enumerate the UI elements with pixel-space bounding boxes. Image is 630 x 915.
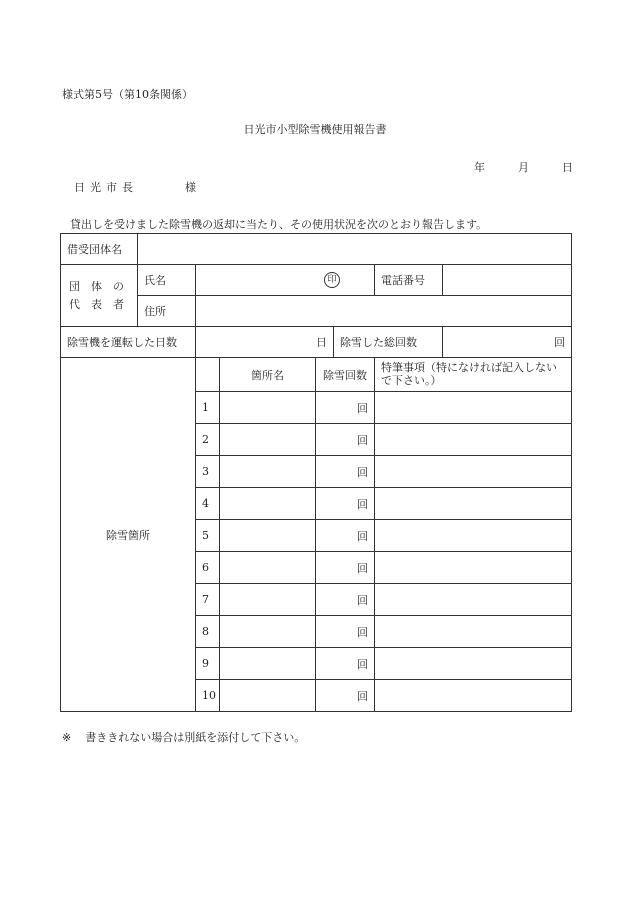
- location-count-input[interactable]: [316, 488, 375, 520]
- addressee: 日光市長: [74, 181, 138, 194]
- location-count-unit: 回: [357, 497, 368, 511]
- location-count-unit: 回: [357, 657, 368, 671]
- location-count-input[interactable]: [316, 552, 375, 584]
- snow-count-header: 除雪回数: [316, 358, 375, 392]
- location-remarks-input[interactable]: [375, 648, 572, 680]
- intro-text: 貸出しを受けました除雪機の返却に当たり、その使用状況を次のとおり報告します。: [70, 218, 488, 231]
- remarks-header: 特筆事項（特になければ記入しないで下さい。）: [375, 358, 572, 392]
- location-place-input[interactable]: [220, 584, 316, 616]
- index-header: [196, 358, 220, 392]
- location-index: 1: [196, 392, 220, 424]
- days-label: 除雪機を運転した日数: [61, 327, 196, 358]
- location-index: 4: [196, 488, 220, 520]
- location-count-unit: 回: [357, 625, 368, 639]
- location-index: 7: [196, 584, 220, 616]
- borrower-input[interactable]: [138, 234, 572, 265]
- location-count-input[interactable]: [316, 616, 375, 648]
- location-index: 5: [196, 520, 220, 552]
- address-input[interactable]: [196, 296, 572, 327]
- report-form-table: [60, 233, 572, 712]
- note-mark: ※: [62, 731, 72, 744]
- location-count-input[interactable]: [316, 520, 375, 552]
- location-place-input[interactable]: [220, 392, 316, 424]
- location-place-input[interactable]: [220, 680, 316, 712]
- location-count-input[interactable]: [316, 424, 375, 456]
- name-label: 氏名: [138, 265, 196, 296]
- location-remarks-input[interactable]: [375, 520, 572, 552]
- location-index: 8: [196, 616, 220, 648]
- days-unit: 日: [316, 336, 327, 349]
- total-count-label: 除雪した総回数: [334, 327, 443, 358]
- location-count-unit: 回: [357, 529, 368, 543]
- location-count-input[interactable]: [316, 392, 375, 424]
- footnote: [62, 729, 305, 745]
- location-index: 10: [196, 680, 220, 712]
- location-index: 3: [196, 456, 220, 488]
- date-line: [474, 159, 573, 175]
- location-count-input[interactable]: [316, 648, 375, 680]
- document-title: 日光市小型除雪機使用報告書: [243, 123, 387, 136]
- location-place-input[interactable]: [220, 648, 316, 680]
- date-day-label: 日: [562, 161, 573, 174]
- phone-input[interactable]: [443, 265, 572, 296]
- borrower-label: 借受団体名: [61, 234, 138, 265]
- name-input[interactable]: [196, 265, 375, 296]
- location-index: 9: [196, 648, 220, 680]
- representative-label-line1: 団 体 の: [69, 279, 124, 293]
- location-count-unit: 回: [357, 561, 368, 575]
- footnote-text: 書ききれない場合は別紙を添付して下さい。: [85, 731, 306, 744]
- location-place-input[interactable]: [220, 552, 316, 584]
- location-remarks-input[interactable]: [375, 456, 572, 488]
- location-place-input[interactable]: [220, 520, 316, 552]
- location-count-unit: 回: [357, 465, 368, 479]
- phone-label: 電話番号: [375, 265, 443, 296]
- location-count-unit: 回: [357, 689, 368, 703]
- days-input[interactable]: [196, 327, 334, 358]
- location-count-input[interactable]: [316, 584, 375, 616]
- date-month-label: 月: [518, 161, 529, 174]
- location-count-unit: 回: [357, 433, 368, 447]
- location-remarks-input[interactable]: [375, 424, 572, 456]
- location-remarks-input[interactable]: [375, 616, 572, 648]
- location-count-unit: 回: [357, 401, 368, 415]
- address-label: 住所: [138, 296, 196, 327]
- location-count-unit: 回: [357, 593, 368, 607]
- form-number: 様式第5号（第10条関係）: [62, 88, 193, 101]
- location-index: 6: [196, 552, 220, 584]
- place-name-header: 箇所名: [220, 358, 316, 392]
- location-remarks-input[interactable]: [375, 392, 572, 424]
- location-place-input[interactable]: [220, 616, 316, 648]
- total-count-unit: 回: [554, 336, 565, 349]
- location-remarks-input[interactable]: [375, 584, 572, 616]
- total-count-input[interactable]: [443, 327, 572, 358]
- location-remarks-input[interactable]: [375, 680, 572, 712]
- representative-label-line2: 代 表 者: [69, 297, 124, 311]
- location-remarks-input[interactable]: [375, 488, 572, 520]
- locations-label: 除雪箇所: [61, 358, 196, 712]
- honorific: 様: [185, 181, 196, 194]
- representative-label: [61, 265, 138, 327]
- date-year-label: 年: [474, 161, 485, 174]
- location-place-input[interactable]: [220, 488, 316, 520]
- location-count-input[interactable]: [316, 456, 375, 488]
- location-count-input[interactable]: [316, 680, 375, 712]
- location-place-input[interactable]: [220, 424, 316, 456]
- location-remarks-input[interactable]: [375, 552, 572, 584]
- seal-icon: 印: [324, 272, 340, 288]
- location-index: 2: [196, 424, 220, 456]
- location-place-input[interactable]: [220, 456, 316, 488]
